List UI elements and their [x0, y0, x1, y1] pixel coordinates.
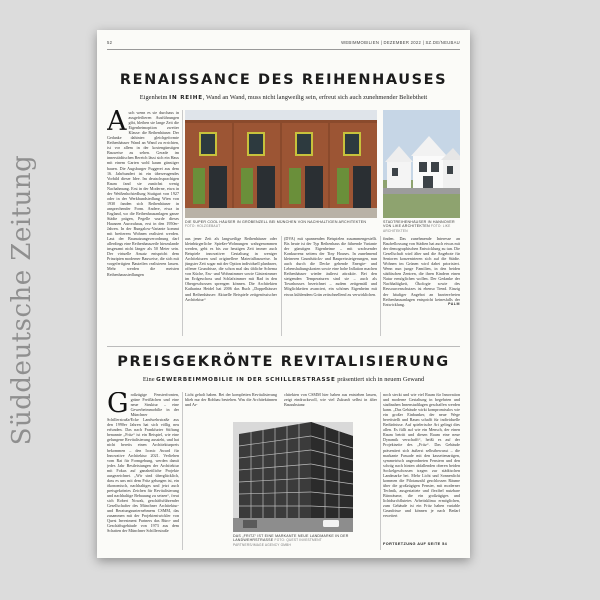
office-building-caption-credit: FOTO: QUEST INVESTMENT PARTNERS/IMAGE AGENCY GMBH: [233, 538, 322, 547]
rowhouse-photo: [185, 110, 377, 218]
townhouse-caption-text: STADTREIHENHÄUSER IN HANNOVER VON LIKE ARCHITEKTEN: [383, 220, 455, 229]
office-building-photo: [233, 422, 353, 532]
article1-col1-text: uch wenn es sie durchaus in ausgefeilteren Ausführungen gibt, bleiben sie lange Zeit die Eigenheimoption zweiter Klasse: die Reihenhäuser. Der Gedanke dahinter: gleichgeformte Reihenhäuser Wand an Wand zu errichten, ist vor allem in der kostengünstigen Bauweise zu sehen. Gerade im innerstädtischen Bereich lässt sich ein Haus mit einem Garten wohl kaum günstiger bauen. Die Augsburger Fuggerei aus dem 16. Jahrhundert ist ein überzeugendes Vorbild dieser Idee. Im deutschsprachigen Raum fand sie zunächst wenig Nachahmung. Erst in der Moderne, etwa in der Weißenhofsiedlung Stuttgart von 1927 oder in der Werkbundsiedlung Wien von 1930 fanden sich Reihenhäuser in ansprechender Form. Andere, etwa in England, wo die Reihenhausanlagen ganze Städte prägen, Pegelle wurde dieses Hausnen Aurorahaus, erst in den 1950er-Jahren. In der Bungalow-Variante kommt mit breiterem Wohnen realisiert werden. Laut der Baunutzungsverordnung darf allerdings eine Reihenhauszeile hierzulande insgesamt nicht länger als 50 Meter sein. Der virtuelle Ansatz entspricht dem Prinzipien moderner Bauweise, die sich mit vorgefertigten Bauteilen realisieren lassen. Mehr werden die meisten Reihenhaussiedlungen: [107, 110, 179, 277]
folio-divider: [107, 49, 460, 50]
article2-col1-text: roßzügige Fensterfronten, grüne Freiflächen und eine neue Struktur – eine Gewerbeimmobilie in der Münchner Schillerstraße/Ecke Landwehrstraße aus den 1990er Jahren hat sich völlig neu erfunden. Das nach Frankfurter Stiftung benannte „Fritz“ ist ein Beispiel, wie eine gelungene Revitalisierung aussieht, und hat nicht bereits einen Architekturpreis bekommen – den Iconic Award für Innovative Architektur 2021. Verliehen vom Rat für Formgebung, werden damit jedes Jahr Bestleistungen der Architektur mit Fokus auf ganzheitliche Projekte ausgezeichnet. „Wir sind überglücklich, dass es uns mit dem Fritz gelungen ist, ein ökonomisch, nachhaltiges und jetzt auch preisgekröntes Zeichen für Revitalisierung und nachhaltige Bebauung zu setzen“, freut sich Robert Nowak, geschäftsführender Gesellschafter des Münchner Architektur- und Beratungsunternehmens CSMM, das zusammen mit der Projektentwickler von Quest Investment Partners das Büro- und Geschäftsgebäude von 1973 aus dem Schatten der Münchner Schillerstraße: [107, 392, 179, 534]
column-rule: [182, 110, 183, 336]
rowhouse-caption-text: DIE SUPER COOL HÄUSER IN GRÖBENZELL BEI MÜNCHEN VON NACHHALTIGEN ARCHITEKTEN: [185, 220, 367, 224]
rowhouse-illustration: [185, 110, 377, 218]
article1-column-2: [185, 236, 277, 336]
townhouse-photo: [383, 110, 460, 218]
article1-column-3: [284, 236, 377, 336]
article2-column-3: [284, 392, 377, 418]
page-number: 52: [107, 40, 113, 45]
rowhouse-caption-credit: FOTO: HOLZGEBAUT: [185, 224, 221, 229]
article1-deck: [103, 94, 464, 101]
article2-deck-rest: präsentiert sich in neuem Gewand: [335, 376, 425, 383]
townhouse-caption: [383, 220, 460, 233]
article1-column-4: [383, 236, 460, 336]
newspaper-masthead: Süddeutsche Zeitung: [7, 154, 37, 446]
article1-col3-text: (DVA) mit spannenden Beispielen zusammengestellt. Bis heute ist der Typ Reihenhaus die führende Variante der günstigen Eigenheime – mit wachsender Konkurrenz seitens der Tiny Houses. In zunehmend kleineren Grundstücks- und Baupreissteigerungen, nun auch durch die Decke gehende Energie- und Lebenshaltungskosten sowie eine hohe Inflation machen Reihenhäuser wieder äußerst attraktiv. Bei den steigenden Temperaturen sind sie – auch als Townhouses bezeichnet – zudem zeitgemäß und Möglichkeiten avanciert, ein schönes Eigenheim mit etwas kühlendem Grün zeitschnellend zu verwirklichen.: [284, 236, 377, 297]
townhouse-caption-credit: FOTO: LIKE ARCHITEKTEN: [383, 224, 451, 233]
article2-deck: [103, 376, 464, 383]
article2-column-2: [185, 392, 277, 418]
article2-dropcap: G: [107, 392, 129, 419]
column-rule: [182, 392, 183, 550]
article1-col2-text: aus jener Zeit als langweilige Reihenhäuser oder kleinbürgerliche Spießer-Wohnungen wahrgenommen werden, geht es bis zur heutigen Zeit immer auch Beispiele innovativer Gestaltung in weniger Architekturen und originellere Materialbauweise. In jüngster Zeit sogar mit der Option individuell planbarer, offener Grundrisse, die schon mal das übliche Schema von Küche, Ess- und Wohnzimmer sowie Gästezimmer im Erdgeschoss und Schlafzimmer mit Bad in den Obergeschossen sprengen können. Die Architekten Katharina Heidel hat 2006 das Buch „Doppelhäuser und Reihenhäuser: Aktuelle Beispiele zeitgenössischer Architektur“: [185, 236, 277, 302]
newspaper-page: [97, 30, 470, 558]
article2-headline: PREISGEKRÖNTE REVITALISIERUNG: [117, 354, 450, 370]
page-folio: [107, 40, 460, 48]
column-rule: [281, 236, 282, 336]
office-building-illustration: [233, 422, 353, 532]
article1-headline: RENAISSANCE DES REIHENHAUSES: [119, 72, 448, 88]
continued-on-page: FORTSETZUNG AUF SEITE 54: [383, 542, 448, 546]
article2-col3-text: chitekten von CSMM hier haben aus entstehen lassen, zeigt eindrucksvoll, wie viel Zukunft selbst in älter Bausubstanz: [284, 392, 377, 408]
section-label: WEBIMMOBILIEN | DEZEMBER 2022 | SZ.DE/NEUBAU: [341, 40, 460, 45]
article2-col2-text: Licht geholt haben. Bei der kompletten Revitalisierung blieb nur der Rohbau bestehen. Was die Architektinnen und Ar-: [185, 392, 277, 408]
article2-column-4: [383, 392, 460, 540]
article1-column-1: [107, 110, 179, 335]
article1-dropcap: A: [107, 110, 127, 137]
article2-deck-caps: GEWERBEIMMOBILIE IN DER SCHILLERSTRASSE: [156, 377, 336, 383]
column-rule: [380, 392, 381, 550]
article1-deck-lead: Eigenheim: [139, 94, 168, 101]
article2-col4-text: noch steckt und wie viel Raum für Innovation und moderne Gestaltung in begehrten und stadtnahen Innenstadtlagen geschaffen werden kann. „Das Gebäude wirkt kompromisslos wie ein großer Einbunker, der neue Wege bereitstellt und Raum schafft für individuelle Bedürfnisse. Auf spielerische Art gelingt dies allen. Es füllt auf wie ein Mensch, der einen Raum betritt und diesen Raum eine neue Dynamik verschafft“, heißt es auf der Projektseite des „Fritz“. Das Gebäude präsentiert sich äußerst selbstbewusst – die markante Fassade mit den kassettenartigen, symmetrisch angeordneten Fenstern und den schräg nach hinten abfallenden oberen beiden Sockelgeschossen tragen zur städtischen Landmarke bei. Mehr Licht und Sonnenlicht kommen die Pilotanzahl geschlossen Räume über die großzügigen Fenster, mit moderner Technik, ausgestattete und flexibel nutzbare Büroräume, die ein großzügiges und lichtdurchflutetes Arbeitsklima ermöglichen, zum Gebäude ist ein Fritz haben variable Grundrisse und können je nach Bedarf erweitert: [383, 392, 460, 519]
rowhouse-caption: [185, 220, 377, 229]
article1-deck-caps: IN REIHE: [169, 95, 203, 101]
article1-author-signature: PALM: [448, 301, 460, 306]
article-divider: [107, 346, 460, 347]
article1-col4-text: finden. Das zunehmende Interesse an Baufrellossung von Städten hat auch etwas mit der demographischen Entwicklung zu tun. Die Gesellschaft wird älter und die Angebote für Senioren konzentrieren sich auf die Städte. Wohnen im Grünen wird dabei priorisiert. Wenn nun junge Familien, in den beiden städtischen Zentren, die ihren Kindern einen Natur ermöglichen wollen. Der Gedanke der Nachhaltigkeit, Ökologie sowie des Ressourcenschutzes ist ebenso Trend. Einzig der häufiger Angebot an barrierefreien Reihenhausanlagen entspricht keinesfalls der Entwicklung.: [383, 236, 460, 307]
article2-deck-lead: Eine: [142, 376, 155, 383]
article1-deck-rest: , Wand an Wand, muss nicht langweilig sein, erfreut sich auch zunehmender Beliebtheit: [202, 94, 428, 101]
column-rule: [380, 236, 381, 336]
office-building-caption: [233, 534, 353, 547]
townhouse-illustration: [383, 110, 460, 218]
article2-column-1: [107, 392, 179, 550]
office-building-caption-text: DAS „FRITZ“ IST EINE MARKANTE NEUE LANDMARKE IN DER LANDWEHRSTRASSE: [233, 534, 349, 543]
